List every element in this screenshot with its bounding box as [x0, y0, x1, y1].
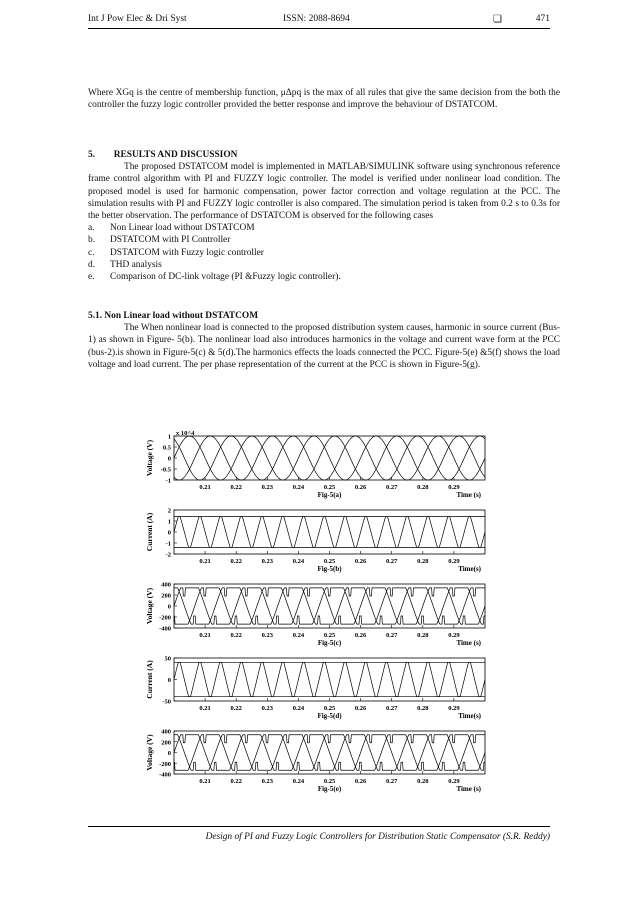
x-tick-label: 0.23	[261, 778, 273, 785]
running-header	[88, 12, 550, 29]
x-tick-label: 0.27	[386, 558, 398, 565]
figure-label: Fig-5(c)	[317, 639, 342, 647]
x-tick-label: 0.25	[323, 778, 336, 785]
y-tick-label: -200	[159, 614, 171, 622]
x-tick-label: 0.29	[448, 705, 460, 712]
chart-2	[140, 576, 515, 650]
x-tick-label: 0.28	[417, 705, 429, 712]
y-tick-label: -2	[165, 551, 171, 559]
y-tick-label: 0.5	[162, 444, 171, 452]
y-axis-label: Voltage (V)	[145, 439, 154, 477]
figure-label: Fig-5(a)	[317, 491, 342, 499]
series-line-0	[174, 517, 485, 548]
y-tick-label: -400	[159, 625, 171, 633]
x-tick-label: 0.24	[292, 705, 305, 712]
subsection-paragraph: The When nonlinear load is connected to the proposed distribution system causes, harmonic in source current (Bus-1) as shown in Figure- 5(b). The nonlinear load also introduces harmonics in the voltage and current wave form at the PCC (bus-2).is shown in Figure-5(c) & 5(d).The harmonics effects the loads connected the PCC. Figure-5(e) &5(f) shows the load voltage and load current. The per phase representation of the current at the PCC is shown in Figure-5(g).	[88, 323, 560, 370]
y-tick-label: -1	[165, 540, 171, 548]
issn: ISSN: 2088-8694	[283, 14, 350, 24]
chart-1	[140, 502, 515, 576]
square-bullet-icon: ❏	[493, 14, 502, 25]
y-tick-label: -0.5	[160, 466, 171, 474]
section-number: 5.	[88, 150, 96, 160]
x-axis-label: Time (s)	[456, 639, 481, 647]
case-text: DSTATCOM with PI Controller	[110, 235, 231, 246]
figure-label: Fig-5(b)	[317, 565, 342, 573]
journal-name: Int J Pow Elec & Dri Syst	[88, 14, 187, 24]
figure-5-panels	[140, 428, 515, 796]
y-tick-label: 200	[161, 592, 171, 600]
subsection	[88, 310, 560, 371]
x-axis-label: Time(s)	[458, 712, 481, 720]
x-tick-label: 0.22	[230, 558, 242, 565]
x-tick-label: 0.29	[448, 558, 460, 565]
x-axis-label: Time(s)	[458, 565, 481, 573]
y-tick-label: -1	[165, 477, 171, 485]
x-tick-label: 0.27	[386, 705, 398, 712]
x-tick-label: 0.26	[354, 778, 367, 785]
subsection-heading: 5.1. Non Linear load without DSTATCOM	[88, 311, 259, 321]
x-tick-label: 0.26	[354, 632, 367, 639]
case-item	[88, 234, 560, 246]
y-tick-label: 0	[167, 750, 171, 757]
y-axis-label: Voltage (V)	[145, 734, 154, 771]
case-text: DSTATCOM with Fuzzy logic controller	[110, 247, 264, 258]
x-tick-label: 0.27	[386, 632, 398, 639]
running-footer: Design of PI and Fuzzy Logic Controllers for Distribution Static Compensator (S.R. Reddy)	[88, 826, 550, 842]
case-item	[88, 259, 560, 271]
y-tick-label: 0	[167, 677, 171, 684]
x-axis-label: Time (s)	[456, 785, 481, 793]
intro-paragraph: Where XGq is the centre of membership function, μΔpq is the max of all rules that give the same decision from the both the controller the fuzzy logic controller provided the better response and improve the behaviour of DSTATCOM.	[88, 88, 560, 111]
section-paragraph: The proposed DSTATCOM model is implemented in MATLAB/SIMULINK software using synchronous reference frame control algorithm with PI and FUZZY logic controller. The model is verified under nonlinear load condition. The proposed model is used for harmonic compensation, power factor correction and voltage regulation at the PCC. The simulation results with PI and FUZZY logic controller is also compared. The simulation period is taken from 0.2 s to 0.3s for the better observation. The performance of DSTATCOM is observed for the following cases	[88, 162, 560, 222]
x-tick-label: 0.24	[292, 484, 305, 491]
x-tick-label: 0.23	[261, 484, 273, 491]
x-tick-label: 0.28	[417, 484, 429, 491]
figure-label: Fig-5(e)	[317, 785, 342, 793]
figure-label: Fig-5(d)	[317, 712, 342, 720]
y-tick-label: 50	[164, 655, 171, 663]
y-tick-label: 1	[167, 518, 171, 526]
x-tick-label: 0.23	[261, 705, 273, 712]
chart-0	[140, 428, 515, 502]
x-tick-label: 0.27	[386, 778, 398, 785]
x-tick-label: 0.24	[292, 632, 305, 639]
x-axis-label: Time (s)	[456, 491, 481, 499]
section-heading	[88, 149, 560, 161]
y-tick-label: -50	[162, 698, 171, 706]
y-tick-label: 0	[167, 603, 171, 611]
x-tick-label: 0.21	[199, 632, 211, 639]
section-title: RESULTS AND DISCUSSION	[113, 150, 238, 160]
y-tick-label: 0	[167, 529, 171, 537]
x-tick-label: 0.25	[323, 484, 336, 491]
y-axis-label: Current (A)	[145, 512, 154, 552]
x-tick-label: 0.21	[199, 778, 211, 785]
chart-3	[140, 650, 515, 723]
x-tick-label: 0.27	[386, 484, 398, 491]
scale-note: x 10^4	[176, 430, 195, 437]
case-text: Non Linear load without DSTATCOM	[110, 223, 255, 234]
x-tick-label: 0.22	[230, 484, 242, 491]
x-tick-label: 0.26	[354, 484, 367, 491]
y-tick-label: -400	[159, 771, 171, 779]
x-tick-label: 0.22	[230, 705, 242, 712]
y-tick-label: 0	[167, 455, 171, 463]
case-text: THD analysis	[110, 259, 162, 270]
y-tick-label: 200	[161, 739, 171, 747]
case-list	[88, 222, 560, 283]
x-tick-label: 0.23	[261, 632, 273, 639]
x-tick-label: 0.29	[448, 632, 460, 639]
x-tick-label: 0.21	[199, 484, 211, 491]
x-tick-label: 0.24	[292, 558, 305, 565]
results-section	[88, 149, 560, 283]
y-tick-label: 400	[161, 728, 171, 736]
case-letter: c.	[88, 247, 95, 258]
x-tick-label: 0.25	[323, 558, 336, 565]
case-item	[88, 271, 560, 283]
x-tick-label: 0.29	[448, 484, 460, 491]
case-letter: b.	[88, 235, 96, 246]
x-tick-label: 0.28	[417, 778, 429, 785]
case-text: Comparison of DC-link voltage (PI &Fuzzy logic controller).	[110, 271, 341, 282]
x-tick-label: 0.26	[354, 705, 367, 712]
x-tick-label: 0.22	[230, 632, 242, 639]
y-tick-label: 1	[167, 433, 171, 441]
series-line-0	[174, 735, 485, 770]
x-tick-label: 0.26	[354, 558, 367, 565]
y-tick-label: -200	[159, 760, 171, 768]
x-tick-label: 0.23	[261, 558, 273, 565]
x-tick-label: 0.22	[230, 778, 242, 785]
x-tick-label: 0.28	[417, 558, 429, 565]
x-tick-label: 0.21	[199, 558, 211, 565]
x-tick-label: 0.24	[292, 778, 305, 785]
x-tick-label: 0.25	[323, 705, 336, 712]
x-tick-label: 0.25	[323, 632, 336, 639]
x-tick-label: 0.28	[417, 632, 429, 639]
case-letter: e.	[88, 271, 95, 282]
case-item	[88, 247, 560, 259]
series-line-0	[174, 436, 485, 480]
page-number: 471	[535, 14, 550, 24]
x-tick-label: 0.29	[448, 778, 460, 785]
series-line-0	[174, 588, 485, 624]
y-axis-label: Voltage (V)	[145, 587, 154, 625]
y-tick-label: 2	[167, 507, 171, 515]
x-tick-label: 0.21	[199, 705, 211, 712]
case-item	[88, 222, 560, 234]
chart-4	[140, 723, 515, 796]
case-letter: d.	[88, 259, 96, 270]
series-line-0	[174, 662, 485, 696]
case-letter: a.	[88, 223, 95, 234]
y-axis-label: Current (A)	[145, 660, 154, 699]
y-tick-label: 400	[161, 581, 171, 589]
